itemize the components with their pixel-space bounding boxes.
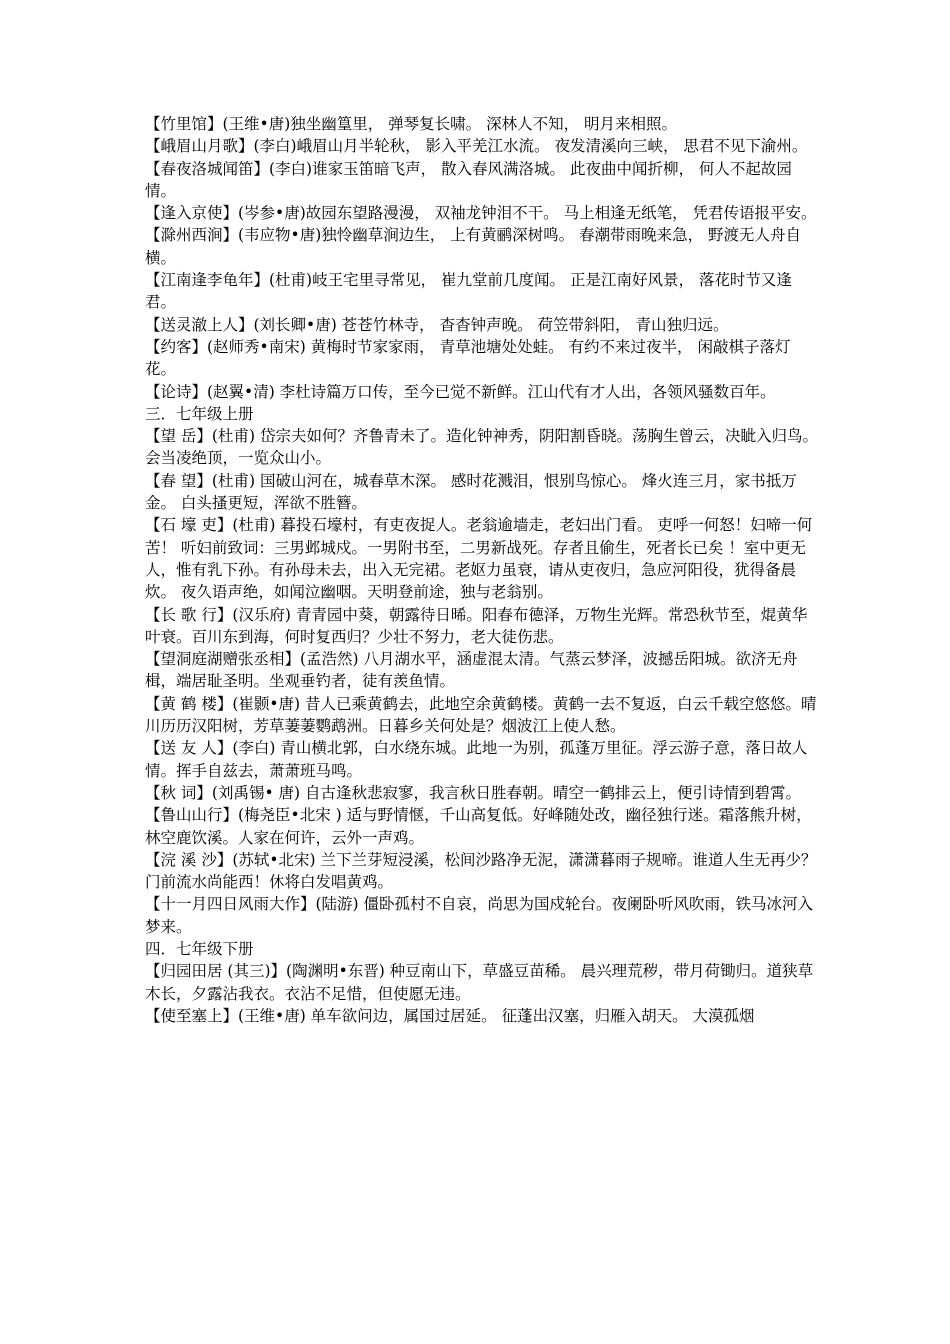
poem-changgexing: 【长 歌 行】(汉乐府) 青青园中葵，朝露待日晞。阳春布德泽，万物生光辉。常恐秋节至，焜黄华叶衰。百川东到海，何时复西归？少壮不努力，老大徒伤悲。: [145, 605, 808, 646]
poem-zhuliguan: 【竹里馆】(王维•唐)独坐幽篁里， 弹琴复长啸。 深林人不知， 明月来相照。: [145, 115, 678, 133]
poem-chunwang: 【春 望】(杜甫) 国破山河在，城春草木深。 感时花溅泪，恨别鸟惊心。 烽火连三月，家书抵万金。 白头搔更短，浑欲不胜簪。: [145, 471, 797, 513]
poem-huanghelou: 【黄 鹤 楼】(崔颢•唐) 昔人已乘黄鹤去，此地空余黄鹤楼。黄鹤一去不复返，白云千载空悠悠。晴川历历汉阳树，芳草萋萋鹦鹉洲。日暮乡关何处是？烟波江上使人愁。: [145, 694, 817, 736]
poem-song-youren: 【送 友 人】(李白) 青山横北郭，白水绕东城。此地一为别，孤蓬万里征。浮云游子意，落日故人情。挥手自兹去，萧萧班马鸣。: [145, 739, 808, 780]
poem-emei-shanyue-ge: 【峨眉山月歌】(李白)峨眉山月半轮秋， 影入平羌江水流。 夜发清溪向三峡， 思君不见下渝州。: [145, 137, 808, 156]
poem-shizhi-saishang: 【使至塞上】(王维•唐) 单车欲问边，属国过居延。 征蓬出汉塞，归雁入胡天。 大漠孤烟: [145, 1006, 755, 1025]
poem-qiuci: 【秋 词】(刘禹锡• 唐) 自古逢秋悲寂寥，我言秋日胜春朝。晴空一鹤排云上，便引诗情到碧霄。: [145, 783, 802, 802]
poem-jiangnan-feng-liguinian: 【江南逢李龟年】(杜甫)岐王宅里寻常见， 崔九堂前几度闻。 正是江南好风景， 落花时节又逢君。: [145, 271, 792, 312]
poem-shiyiyue-sirri: 【十一月四日风雨大作】(陆游) 僵卧孤村不自哀，尚思为国戍轮台。夜阑卧听风吹雨，铁马冰河入梦来。: [145, 895, 814, 936]
poem-wang-dongtinghu: 【望洞庭湖赠张丞相】(孟浩然) 八月湖水平，涵虚混太清。气蒸云梦泽，波撼岳阳城。欲济无舟楫，端居耻圣明。坐观垂钓者，徒有羡鱼情。: [145, 650, 798, 691]
poem-guiyuan-tianju: 【归园田居 (其三)】(陶渊明•东晋) 种豆南山下，草盛豆苗稀。 晨兴理荒秽，带月荷锄归。道狭草木长，夕露沾我衣。衣沾不足惜，但使愿无违。: [145, 962, 814, 1003]
poem-lushan-shanxing: 【鲁山山行】(梅尧臣•北宋 ) 适与野情惬，千山高复低。好峰随处改，幽径独行迷。霜落熊升树，林空鹿饮溪。人家在何许，云外一声鸡。: [145, 806, 812, 847]
poem-chunye-luocheng-wendi: 【春夜洛城闻笛】(李白)谁家玉笛暗飞声， 散入春风满洛城。 此夜曲中闻折柳， 何人不起故园情。: [145, 159, 792, 200]
poem-chuzhou-xijian: 【滁州西涧】(韦应物•唐)独怜幽草涧边生， 上有黄鹂深树鸣。 春潮带雨晚来急， 野渡无人舟自横。: [145, 226, 802, 267]
section-heading-grade7-vol2: 四．七年级下册: [145, 939, 254, 958]
poem-feng-rujing-shi: 【逢入京使】(岑参•唐)故园东望路漫漫， 双袖龙钟泪不干。 马上相逢无纸笔， 凭君传语报平安。: [145, 204, 817, 223]
poem-huanxisha: 【浣 溪 沙】(苏轼•北宋) 兰下兰芽短浸溪，松间沙路净无泥，潇潇暮雨子规啼。谁道人生无再少？门前流水尚能西！休将白发唱黄鸡。: [145, 850, 817, 892]
poem-lunshi: 【论诗】(赵翼•清) 李杜诗篇万口传，至今已觉不新鲜。江山代有才人出，各领风骚数百年。: [145, 382, 776, 401]
poem-yueke: 【约客】(赵师秀•南宋) 黄梅时节家家雨， 青草池塘处处蛙。 有约不来过夜半， 闲敲棋子落灯花。: [145, 337, 791, 379]
poem-song-lingche-shangren: 【送灵澈上人】(刘长卿•唐) 苍苍竹林寺， 杳杳钟声晚。 荷笠带斜阳， 青山独归远。: [145, 315, 729, 334]
section-heading-grade7-vol1: 三．七年级上册: [145, 404, 254, 423]
poem-wangyue: 【望 岳】(杜甫) 岱宗夫如何？齐鲁青未了。造化钟神秀，阴阳割昏晓。荡胸生曾云，决眦入归鸟。 会当凌绝顶，一览众山小。: [145, 427, 818, 468]
poem-shihaoli: 【石 壕 吏】(杜甫) 暮投石壕村，有吏夜捉人。老翁逾墙走，老妇出门看。 吏呼一何怒！妇啼一何苦！ 听妇前致词：三男邺城戍。一男附书至，二男新战死。存者且偷生，死者长已矣 ！室中更无人，惟有乳下孙。有孙母未去，出入无完裙。老妪力虽衰，请从吏夜归，急应河阳役，犹得备晨炊。 夜久语声绝，如闻泣幽咽。天明登前途，独与老翁别。: [145, 516, 813, 602]
